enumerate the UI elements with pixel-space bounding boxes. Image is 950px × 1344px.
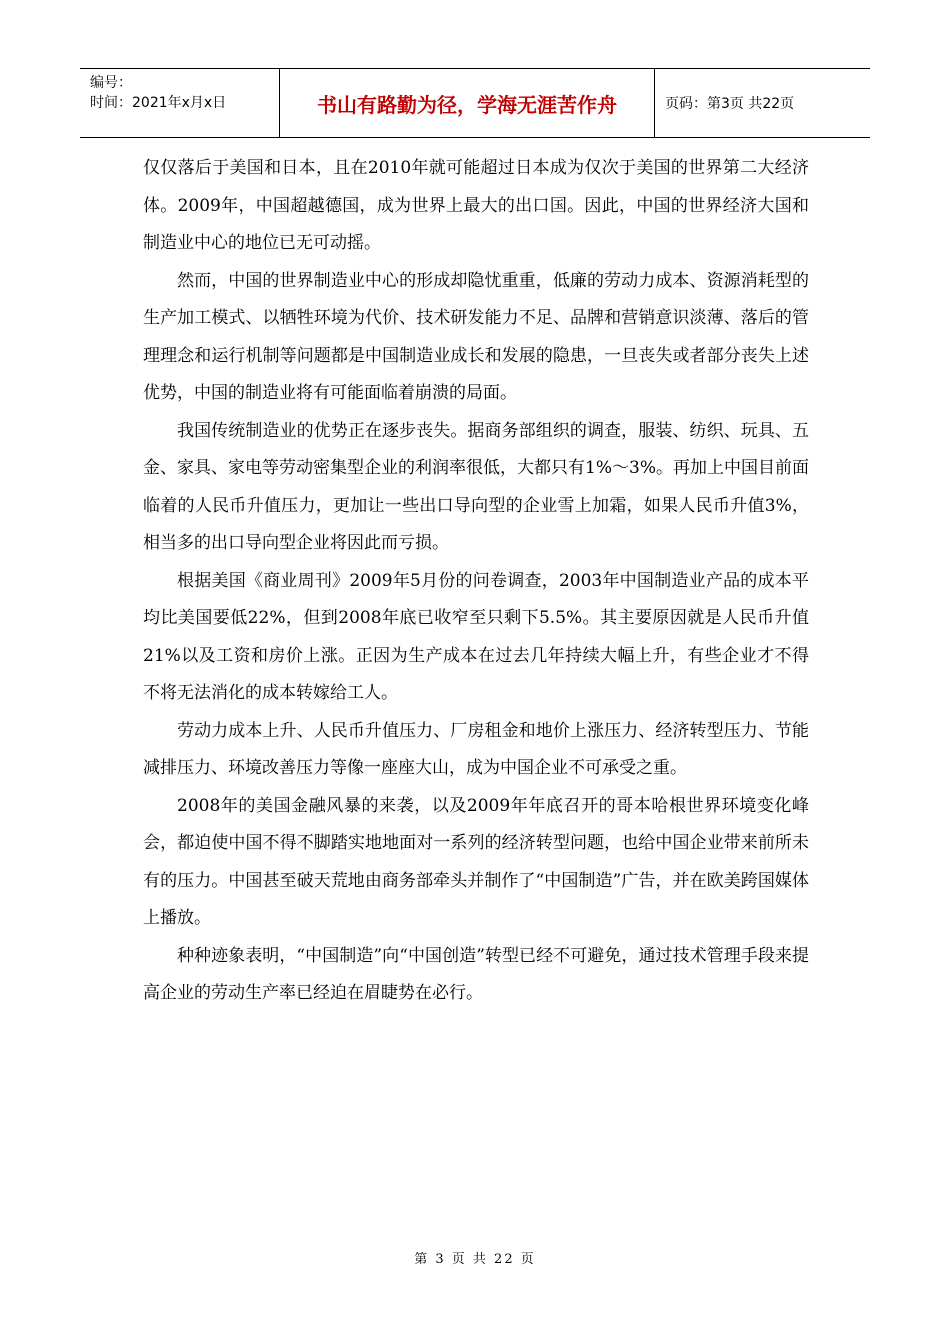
paragraph: 仅仅落后于美国和日本，且在2010年就可能超过日本成为仅次于美国的世界第二大经济体。2009年，中国超越德国，成为世界上最大的出口国。因此，中国的世界经济大国和制造业中心的地位已无可动摇。 [143, 158, 809, 253]
paragraph: 2008年的美国金融风暴的来袭，以及2009年年底召开的哥本哈根世界环境变化峰会，都迫使中国不得不脚踏实地地面对一系列的经济转型问题，也给中国企业带来前所未有的压力。中国甚至破天荒地由商务部牵头并制作了“中国制造”广告，并在欧美跨国媒体上播放。 [143, 795, 809, 928]
header-page-info: 页码：第3页 共22页 [665, 96, 795, 112]
document-body [143, 150, 809, 1013]
header-meta [80, 69, 280, 137]
paragraph: 我国传统制造业的优势正在逐步丧失。据商务部组织的调查，服装、纺织、玩具、五金、家具、家电等劳动密集型企业的利润率很低，大都只有1%～3%。再加上中国目前面临着的人民币升值压力，更加让一些出口导向型的企业雪上加霜，如果人民币升值3%，相当多的出口导向型企业将因此而亏损。 [143, 420, 809, 553]
document-date: 时间：2021年x月x日 [90, 95, 227, 111]
header-motto: 书山有路勤为径，学海无涯苦作舟 [280, 69, 655, 137]
paragraph: 劳动力成本上升、人民币升值压力、厂房租金和地价上涨压力、经济转型压力、节能减排压力、环境改善压力等像一座座大山，成为中国企业不可承受之重。 [143, 720, 809, 778]
document-number-label: 编号： [90, 75, 132, 91]
page-footer: 第 3 页 共 22 页 [414, 1252, 536, 1267]
page-header [80, 68, 870, 138]
paragraph: 然而，中国的世界制造业中心的形成却隐忧重重，低廉的劳动力成本、资源消耗型的生产加工模式、以牺牲环境为代价、技术研发能力不足、品牌和营销意识淡薄、落后的管理理念和运行机制等问题都是中国制造业成长和发展的隐患，一旦丧失或者部分丧失上述优势，中国的制造业将有可能面临着崩溃的局面。 [143, 270, 809, 403]
paragraph: 根据美国《商业周刊》2009年5月份的问卷调查，2003年中国制造业产品的成本平均比美国要低22%，但到2008年底已收窄至只剩下5.5%。其主要原因就是人民币升值21%以及工资和房价上涨。正因为生产成本在过去几年持续大幅上升，有些企业才不得不将无法消化的成本转嫁给工人。 [143, 570, 809, 703]
paragraph: 种种迹象表明，“中国制造”向“中国创造”转型已经不可避免，通过技术管理手段来提高企业的劳动生产率已经迫在眉睫势在必行。 [143, 945, 809, 1003]
